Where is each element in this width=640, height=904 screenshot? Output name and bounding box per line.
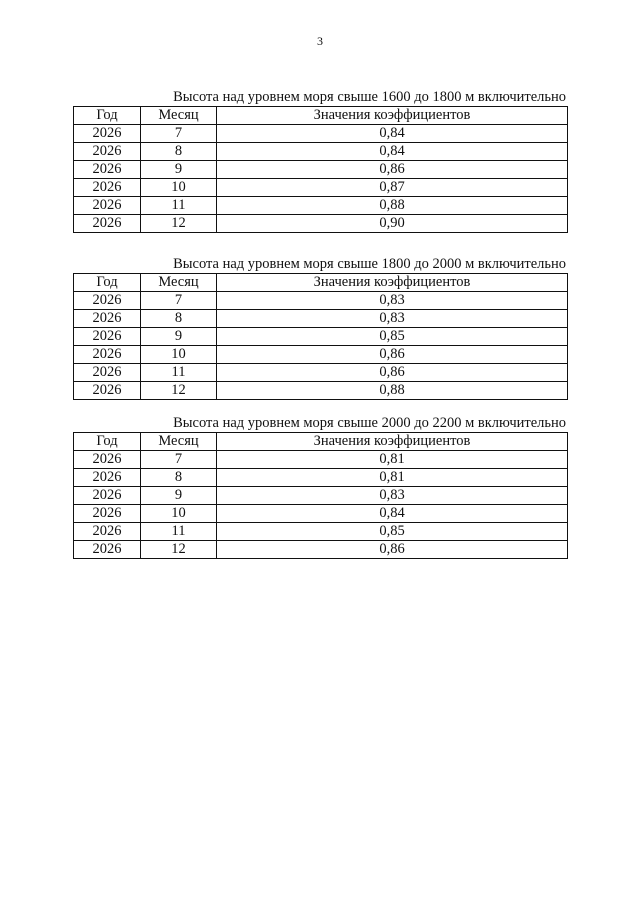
month-cell: 9 (141, 161, 217, 179)
value-cell: 0,85 (217, 523, 568, 541)
value-cell: 0,85 (217, 328, 568, 346)
year-cell: 2026 (74, 215, 141, 233)
month-cell: 11 (141, 364, 217, 382)
altitude-section-2000-2200 (73, 415, 567, 559)
year-cell: 2026 (74, 523, 141, 541)
value-cell: 0,88 (217, 382, 568, 400)
month-cell: 12 (141, 541, 217, 559)
month-cell: 10 (141, 505, 217, 523)
year-cell: 2026 (74, 541, 141, 559)
table-row (74, 292, 568, 310)
table-row (74, 364, 568, 382)
table-header-row (74, 433, 568, 451)
table-row (74, 487, 568, 505)
coefficient-table (73, 273, 568, 400)
year-cell: 2026 (74, 451, 141, 469)
coefficient-table (73, 106, 568, 233)
column-header-month: Месяц (141, 274, 217, 292)
section-title: Высота над уровнем моря свыше 2000 до 2200 м включительно (173, 415, 566, 431)
table-row (74, 161, 568, 179)
year-cell: 2026 (74, 328, 141, 346)
section-title: Высота над уровнем моря свыше 1800 до 2000 м включительно (173, 256, 566, 272)
table-row (74, 346, 568, 364)
month-cell: 12 (141, 382, 217, 400)
column-header-value: Значения коэффициентов (217, 107, 568, 125)
table-row (74, 451, 568, 469)
year-cell: 2026 (74, 179, 141, 197)
table-row (74, 310, 568, 328)
value-cell: 0,83 (217, 292, 568, 310)
value-cell: 0,86 (217, 346, 568, 364)
table-row (74, 541, 568, 559)
column-header-year: Год (74, 433, 141, 451)
table-header-row (74, 274, 568, 292)
table-row (74, 382, 568, 400)
month-cell: 11 (141, 523, 217, 541)
table-row (74, 328, 568, 346)
table-row (74, 125, 568, 143)
value-cell: 0,83 (217, 487, 568, 505)
year-cell: 2026 (74, 364, 141, 382)
year-cell: 2026 (74, 505, 141, 523)
month-cell: 10 (141, 346, 217, 364)
month-cell: 10 (141, 179, 217, 197)
year-cell: 2026 (74, 382, 141, 400)
year-cell: 2026 (74, 143, 141, 161)
value-cell: 0,84 (217, 125, 568, 143)
column-header-month: Месяц (141, 107, 217, 125)
value-cell: 0,86 (217, 541, 568, 559)
table-row (74, 143, 568, 161)
table-row (74, 523, 568, 541)
month-cell: 7 (141, 451, 217, 469)
column-header-year: Год (74, 274, 141, 292)
column-header-month: Месяц (141, 433, 217, 451)
value-cell: 0,90 (217, 215, 568, 233)
altitude-section-1800-2000 (73, 256, 567, 400)
year-cell: 2026 (74, 469, 141, 487)
value-cell: 0,87 (217, 179, 568, 197)
month-cell: 12 (141, 215, 217, 233)
month-cell: 11 (141, 197, 217, 215)
month-cell: 9 (141, 328, 217, 346)
month-cell: 8 (141, 310, 217, 328)
value-cell: 0,84 (217, 505, 568, 523)
year-cell: 2026 (74, 346, 141, 364)
value-cell: 0,84 (217, 143, 568, 161)
year-cell: 2026 (74, 487, 141, 505)
section-title: Высота над уровнем моря свыше 1600 до 1800 м включительно (173, 89, 566, 105)
value-cell: 0,83 (217, 310, 568, 328)
value-cell: 0,86 (217, 364, 568, 382)
page-number: 3 (317, 34, 323, 48)
column-header-value: Значения коэффициентов (217, 274, 568, 292)
table-row (74, 505, 568, 523)
value-cell: 0,81 (217, 469, 568, 487)
coefficient-table (73, 432, 568, 559)
table-row (74, 197, 568, 215)
value-cell: 0,81 (217, 451, 568, 469)
column-header-value: Значения коэффициентов (217, 433, 568, 451)
year-cell: 2026 (74, 292, 141, 310)
month-cell: 7 (141, 125, 217, 143)
year-cell: 2026 (74, 310, 141, 328)
value-cell: 0,86 (217, 161, 568, 179)
table-row (74, 179, 568, 197)
table-header-row (74, 107, 568, 125)
column-header-year: Год (74, 107, 141, 125)
table-row (74, 469, 568, 487)
altitude-section-1600-1800 (73, 89, 567, 233)
month-cell: 9 (141, 487, 217, 505)
value-cell: 0,88 (217, 197, 568, 215)
month-cell: 8 (141, 143, 217, 161)
year-cell: 2026 (74, 125, 141, 143)
month-cell: 8 (141, 469, 217, 487)
year-cell: 2026 (74, 197, 141, 215)
table-row (74, 215, 568, 233)
year-cell: 2026 (74, 161, 141, 179)
month-cell: 7 (141, 292, 217, 310)
